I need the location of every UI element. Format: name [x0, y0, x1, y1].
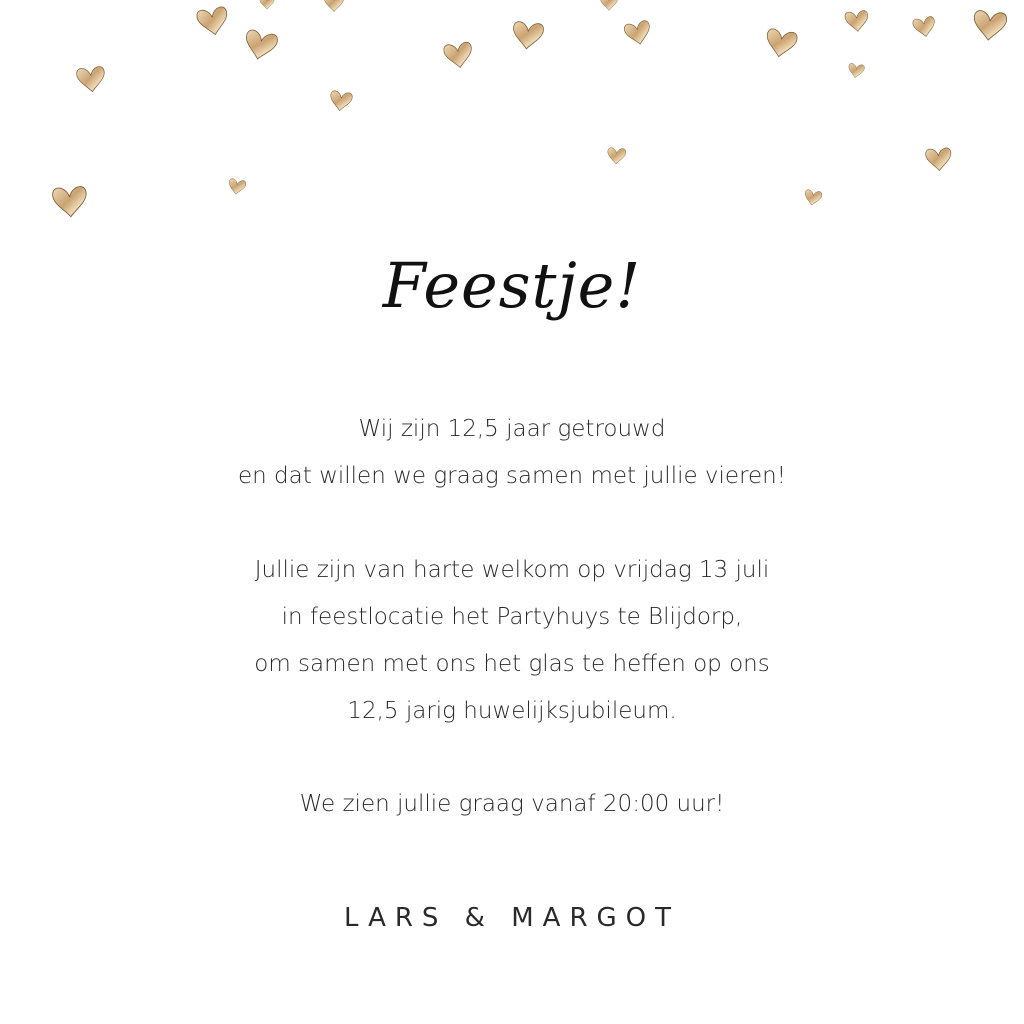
heart-icon	[324, 0, 343, 12]
heart-icon	[847, 63, 864, 79]
heart-icon	[623, 20, 652, 47]
heart-icon	[803, 189, 822, 206]
heart-icon	[52, 186, 88, 218]
invitation-line: Jullie zijn van harte welkom op vrijdag 13 juli	[254, 557, 770, 583]
heart-icon	[972, 10, 1007, 42]
heart-icon	[607, 148, 626, 165]
card-heading: Feestje!	[382, 249, 642, 322]
couple-signature: LARS & MARGOT	[343, 903, 681, 933]
invitation-line: om samen met ons het glas te heffen op ons	[254, 651, 770, 677]
invitation-line: in feestlocatie het Partyhuys te Blijdorp,	[281, 604, 743, 630]
heart-confetti-decoration	[0, 0, 1024, 240]
heart-icon	[601, 0, 618, 10]
heart-icon	[511, 21, 544, 50]
heart-icon	[443, 42, 474, 70]
heart-icon	[329, 90, 353, 112]
heart-icon	[227, 178, 246, 195]
invitation-line: en dat willen we graag samen met jullie vieren!	[238, 463, 786, 489]
invitation-line: We zien jullie graag vanaf 20:00 uur!	[299, 791, 725, 817]
invitation-line: Wij zijn 12,5 jaar getrouwd	[358, 416, 666, 442]
heart-icon	[260, 0, 274, 9]
heart-icon	[242, 29, 278, 62]
heart-icon	[76, 66, 106, 93]
heart-icon	[845, 10, 870, 32]
invitation-line: 12,5 jarig huwelijksjubileum.	[347, 698, 677, 724]
heart-icon	[196, 6, 230, 37]
heart-icon	[764, 28, 798, 59]
heart-icon	[925, 148, 952, 172]
heart-icon	[912, 16, 937, 38]
